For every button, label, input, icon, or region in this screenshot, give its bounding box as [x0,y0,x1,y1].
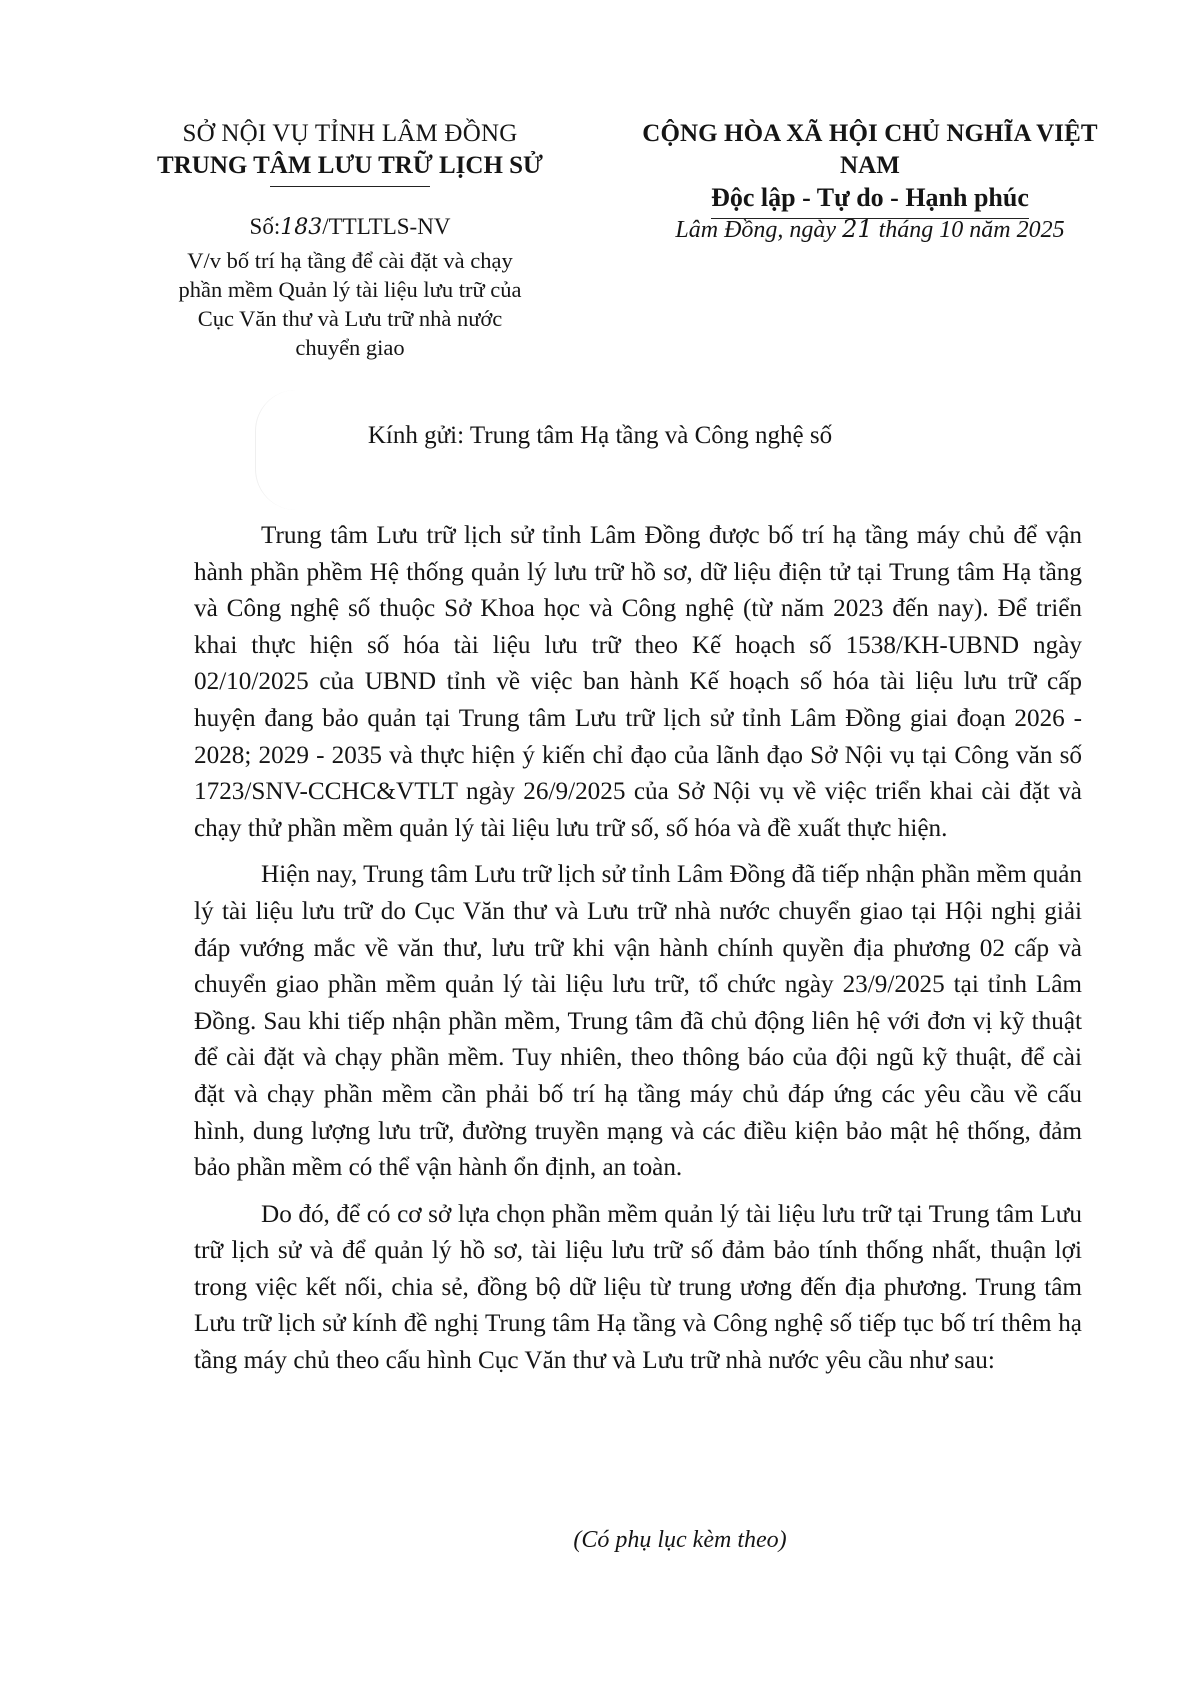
parent-agency: SỞ NỘI VỤ TỈNH LÂM ĐỒNG [182,120,518,147]
doc-number-handwritten: 183 [280,215,323,240]
date-suffix: tháng 10 năm 2025 [872,217,1065,243]
subject-line: phần mềm Quản lý tài liệu lưu trữ của [178,277,522,302]
subject-line: V/v bố trí hạ tầng để cài đặt và chạy [187,248,513,273]
issuing-agency-block [150,118,550,187]
body-paragraph: Do đó, để có cơ sở lựa chọn phần mềm quản lý tài liệu lưu trữ tại Trung tâm Lưu trữ lịch sử và để quản lý hồ sơ, tài liệu lưu trữ số đảm bảo tính thống nhất, thuận lợi trong việc kết nối, chia sẻ, đồng bộ dữ liệu từ trung ương đến địa phương. Trung tâm Lưu trữ lịch sử kính đề nghị Trung tâm Hạ tầng và Công nghệ số tiếp tục bố trí thêm hạ tầng máy chủ theo cấu hình Cục Văn thư và Lưu trữ nhà nước yêu cầu như sau: [194,1200,1082,1375]
recipient-line: Kính gửi: Trung tâm Hạ tầng và Công nghệ số [367,422,833,449]
doc-number-suffix: /TTLTLS-NV [322,214,451,239]
national-title-block [610,118,1130,219]
document-number [150,212,550,243]
doc-number-prefix: Số: [249,214,281,239]
subject-line: Cục Văn thư và Lưu trữ nhà nước [197,306,503,331]
appendix-note: (Có phụ lục kèm theo) [573,1527,787,1553]
national-title: CỘNG HÒA XÃ HỘI CHỦ NGHĨA VIỆT NAM [642,120,1098,179]
body-paragraph: Trung tâm Lưu trữ lịch sử tỉnh Lâm Đồng được bố trí hạ tầng máy chủ để vận hành phần phềm Hệ thống quản lý lưu trữ hồ sơ, dữ liệu điện tử tại Trung tâm Hạ tầng và Công nghệ số thuộc Sở Khoa học và Công nghệ (từ năm 2023 đến nay). Để triển khai thực hiện số hóa tài liệu lưu trữ theo Kế hoạch số 1538/KH-UBND ngày 02/10/2025 của UBND tỉnh về việc ban hành Kế hoạch số hóa tài liệu lưu trữ cấp huyện đang bảo quản tại Trung tâm Lưu trữ lịch sử tỉnh Lâm Đồng giai đoạn 2026 - 2028; 2029 - 2035 và thực hiện ý kiến chỉ đạo của lãnh đạo Sở Nội vụ tại Công văn số 1723/SNV-CCHC&VTLT ngày 26/9/2025 của Sở Nội vụ về việc triển khai cài đặt và chạy thử phần mềm quản lý tài liệu lưu trữ số, số hóa và đề xuất thực hiện. [194,522,1082,842]
date-day-handwritten: 21 [842,215,873,243]
agency-underline [270,186,430,187]
document-subject [150,246,550,362]
national-motto: Độc lập - Tự do - Hạnh phúc [711,183,1029,212]
body-paragraph: Hiện nay, Trung tâm Lưu trữ lịch sử tỉnh Lâm Đồng đã tiếp nhận phần mềm quản lý tài liệu lưu trữ do Cục Văn thư và Lưu trữ nhà nước chuyển giao tại Hội nghị giải đáp vướng mắc về văn thư, lưu trữ khi vận hành chính quyền địa phương 02 cấp và chuyển giao phần mềm quản lý tài liệu lưu trữ, tổ chức ngày 23/9/2025 tại tỉnh Lâm Đồng. Sau khi tiếp nhận phần mềm, Trung tâm đã chủ động liên hệ với đơn vị kỹ thuật để cài đặt và chạy phần mềm. Tuy nhiên, theo thông báo của đội ngũ kỹ thuật, để cài đặt và chạy phần mềm cần phải bố trí hạ tầng máy chủ đáp ứng các yêu cầu về cấu hình, dung lượng lưu trữ, đường truyền mạng và các điều kiện bảo mật hệ thống, đảm bảo phần mềm có thể vận hành ổn định, an toàn. [194,861,1082,1182]
date-prefix: Lâm Đồng, ngày [675,217,843,243]
place-and-date [610,214,1130,245]
agency-name: TRUNG TÂM LƯU TRỮ LỊCH SỬ [157,152,543,179]
subject-line: chuyển giao [295,335,405,360]
document-body [194,518,1082,1390]
